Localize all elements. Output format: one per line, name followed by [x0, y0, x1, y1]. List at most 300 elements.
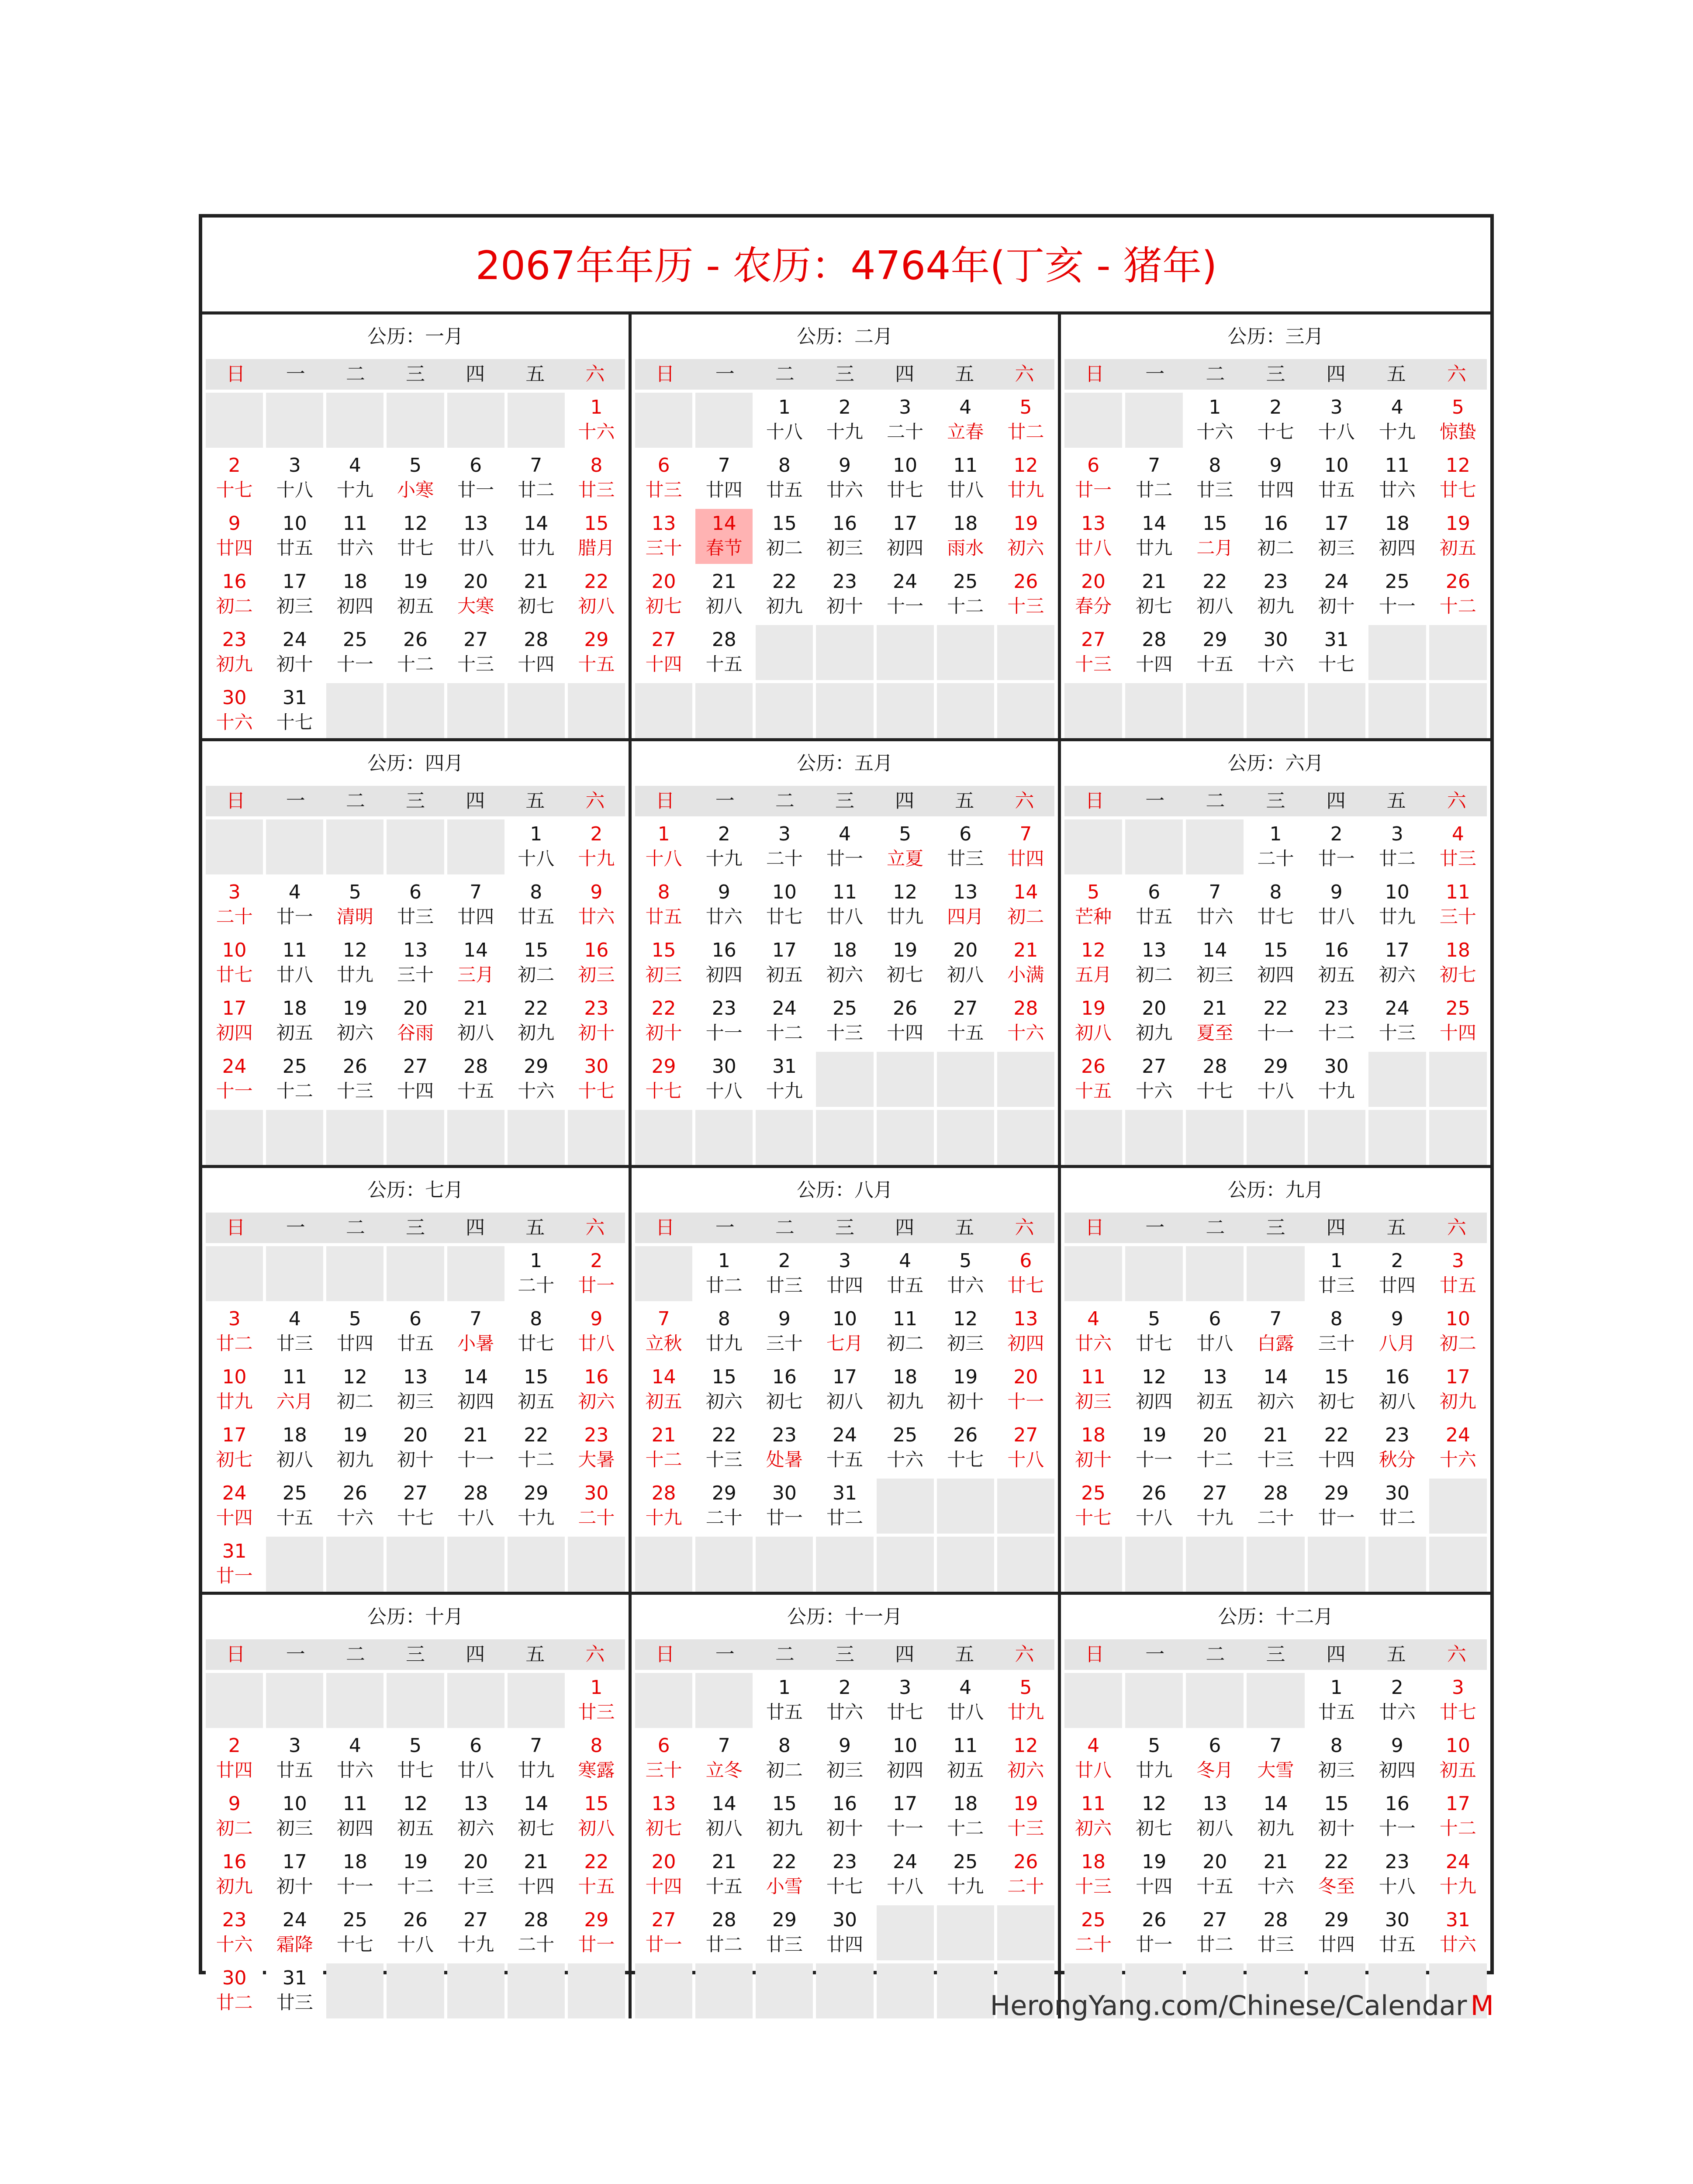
- day-cell[interactable]: [1429, 1420, 1487, 1476]
- day-cell[interactable]: [266, 683, 323, 738]
- day-cell[interactable]: [635, 1304, 692, 1359]
- day-cell[interactable]: [877, 451, 934, 506]
- day-cell[interactable]: [508, 1052, 565, 1107]
- day-cell[interactable]: [756, 1304, 813, 1359]
- day-cell[interactable]: [937, 509, 994, 564]
- day-cell[interactable]: [1064, 994, 1122, 1049]
- day-cell[interactable]: [695, 1420, 753, 1476]
- day-cell[interactable]: [756, 819, 813, 874]
- day-cell[interactable]: [877, 1847, 934, 1902]
- day-cell[interactable]: [1064, 1052, 1122, 1107]
- day-cell[interactable]: [1186, 1304, 1244, 1359]
- day-cell[interactable]: [447, 1905, 504, 1960]
- day-cell[interactable]: [1064, 1731, 1122, 1786]
- day-cell[interactable]: [1429, 1246, 1487, 1301]
- day-cell[interactable]: [635, 1847, 692, 1902]
- day-cell[interactable]: [326, 509, 384, 564]
- day-cell[interactable]: [997, 1847, 1054, 1902]
- day-cell[interactable]: [326, 1479, 384, 1534]
- day-cell[interactable]: [206, 878, 263, 933]
- day-cell[interactable]: [1186, 1052, 1244, 1107]
- day-cell[interactable]: [1368, 451, 1426, 506]
- day-cell[interactable]: [568, 1673, 625, 1728]
- day-cell[interactable]: [695, 936, 753, 991]
- day-cell[interactable]: [1247, 994, 1304, 1049]
- day-cell[interactable]: [206, 994, 263, 1049]
- day-cell[interactable]: [206, 936, 263, 991]
- day-cell[interactable]: [568, 1847, 625, 1902]
- day-cell[interactable]: [997, 994, 1054, 1049]
- day-cell[interactable]: [1308, 1420, 1365, 1476]
- day-cell[interactable]: [1368, 936, 1426, 991]
- day-cell[interactable]: [1186, 567, 1244, 622]
- footer-link[interactable]: HerongYang.com/Chinese/Calendar: [990, 1990, 1467, 2022]
- day-cell[interactable]: [1368, 1789, 1426, 1844]
- day-cell[interactable]: [1247, 509, 1304, 564]
- day-cell[interactable]: [387, 1362, 444, 1417]
- day-cell[interactable]: [508, 1479, 565, 1534]
- day-cell[interactable]: [1247, 819, 1304, 874]
- day-cell[interactable]: [695, 994, 753, 1049]
- day-cell[interactable]: [1064, 1847, 1122, 1902]
- day-cell[interactable]: [877, 819, 934, 874]
- day-cell[interactable]: [756, 509, 813, 564]
- day-cell[interactable]: [206, 1789, 263, 1844]
- day-cell[interactable]: [756, 878, 813, 933]
- day-cell[interactable]: [1186, 1420, 1244, 1476]
- day-cell[interactable]: [1186, 1847, 1244, 1902]
- day-cell[interactable]: [816, 936, 873, 991]
- day-cell[interactable]: [266, 567, 323, 622]
- day-cell[interactable]: [326, 451, 384, 506]
- day-cell[interactable]: [1186, 878, 1244, 933]
- day-cell[interactable]: [997, 878, 1054, 933]
- day-cell[interactable]: [997, 1304, 1054, 1359]
- day-cell[interactable]: [635, 819, 692, 874]
- day-cell[interactable]: [508, 1304, 565, 1359]
- day-cell[interactable]: [1125, 994, 1183, 1049]
- day-cell[interactable]: [695, 1789, 753, 1844]
- day-cell[interactable]: [568, 819, 625, 874]
- day-cell[interactable]: [387, 1789, 444, 1844]
- day-cell[interactable]: [1308, 1362, 1365, 1417]
- day-cell[interactable]: [1429, 567, 1487, 622]
- day-cell[interactable]: [1429, 1731, 1487, 1786]
- day-cell[interactable]: [447, 994, 504, 1049]
- day-cell[interactable]: [1186, 936, 1244, 991]
- day-cell[interactable]: [1308, 567, 1365, 622]
- day-cell[interactable]: [447, 567, 504, 622]
- day-cell[interactable]: [206, 509, 263, 564]
- day-cell[interactable]: [447, 451, 504, 506]
- day-cell[interactable]: [447, 1420, 504, 1476]
- day-cell[interactable]: [997, 451, 1054, 506]
- day-cell[interactable]: [1064, 509, 1122, 564]
- day-cell[interactable]: [1308, 819, 1365, 874]
- day-cell[interactable]: [568, 509, 625, 564]
- day-cell[interactable]: [1125, 1789, 1183, 1844]
- day-cell[interactable]: [508, 451, 565, 506]
- day-cell[interactable]: [1368, 1479, 1426, 1534]
- day-cell[interactable]: [1064, 1479, 1122, 1534]
- day-cell[interactable]: [326, 1420, 384, 1476]
- day-cell[interactable]: [206, 683, 263, 738]
- day-cell[interactable]: [816, 994, 873, 1049]
- day-cell[interactable]: [1247, 1847, 1304, 1902]
- day-cell[interactable]: [695, 1731, 753, 1786]
- day-cell[interactable]: [1186, 1362, 1244, 1417]
- day-cell[interactable]: [1125, 878, 1183, 933]
- day-cell[interactable]: [447, 1052, 504, 1107]
- day-cell[interactable]: [997, 1789, 1054, 1844]
- day-cell[interactable]: [695, 625, 753, 680]
- day-cell[interactable]: [997, 1420, 1054, 1476]
- day-cell[interactable]: [877, 1420, 934, 1476]
- day-cell[interactable]: [756, 1673, 813, 1728]
- day-cell[interactable]: [326, 936, 384, 991]
- day-cell[interactable]: [635, 509, 692, 564]
- day-cell[interactable]: [266, 1304, 323, 1359]
- day-cell[interactable]: [695, 1847, 753, 1902]
- day-cell[interactable]: [877, 1789, 934, 1844]
- day-cell[interactable]: [326, 625, 384, 680]
- day-cell[interactable]: [816, 1905, 873, 1960]
- day-cell[interactable]: [997, 1246, 1054, 1301]
- day-cell[interactable]: [937, 994, 994, 1049]
- day-cell[interactable]: [1064, 1304, 1122, 1359]
- day-cell[interactable]: [206, 1304, 263, 1359]
- day-cell[interactable]: [266, 1905, 323, 1960]
- day-cell[interactable]: [635, 567, 692, 622]
- day-cell[interactable]: [756, 994, 813, 1049]
- day-cell[interactable]: [326, 1052, 384, 1107]
- day-cell[interactable]: [508, 1420, 565, 1476]
- day-cell[interactable]: [997, 567, 1054, 622]
- day-cell[interactable]: [1125, 1304, 1183, 1359]
- day-cell[interactable]: [266, 1847, 323, 1902]
- day-cell[interactable]: [1308, 878, 1365, 933]
- day-cell[interactable]: [756, 1789, 813, 1844]
- day-cell[interactable]: [1308, 1673, 1365, 1728]
- day-cell[interactable]: [1064, 625, 1122, 680]
- day-cell[interactable]: [1368, 1673, 1426, 1728]
- day-cell[interactable]: [756, 1479, 813, 1534]
- day-cell[interactable]: [1308, 1905, 1365, 1960]
- day-cell[interactable]: [508, 509, 565, 564]
- day-cell[interactable]: [1368, 878, 1426, 933]
- day-cell[interactable]: [695, 878, 753, 933]
- day-cell[interactable]: [568, 1246, 625, 1301]
- day-cell[interactable]: [937, 1673, 994, 1728]
- day-cell[interactable]: [1064, 1420, 1122, 1476]
- day-cell[interactable]: [877, 509, 934, 564]
- day-cell[interactable]: [387, 1731, 444, 1786]
- day-cell[interactable]: [326, 567, 384, 622]
- day-cell[interactable]: [568, 451, 625, 506]
- day-cell[interactable]: [1308, 1246, 1365, 1301]
- day-cell[interactable]: [387, 1847, 444, 1902]
- day-cell[interactable]: [206, 567, 263, 622]
- day-cell[interactable]: [877, 994, 934, 1049]
- day-cell[interactable]: [1429, 819, 1487, 874]
- day-cell[interactable]: [447, 625, 504, 680]
- day-cell[interactable]: [816, 1246, 873, 1301]
- day-cell[interactable]: [1064, 1789, 1122, 1844]
- day-cell[interactable]: [266, 878, 323, 933]
- day-cell[interactable]: [816, 1479, 873, 1534]
- day-cell[interactable]: [1186, 1789, 1244, 1844]
- day-cell[interactable]: [756, 393, 813, 448]
- day-cell[interactable]: [937, 1420, 994, 1476]
- day-cell[interactable]: [326, 1731, 384, 1786]
- day-cell[interactable]: [816, 1789, 873, 1844]
- day-cell[interactable]: [1125, 1052, 1183, 1107]
- day-cell[interactable]: [816, 393, 873, 448]
- day-cell[interactable]: [568, 1731, 625, 1786]
- day-cell[interactable]: [568, 936, 625, 991]
- day-cell[interactable]: [206, 1537, 263, 1592]
- day-cell[interactable]: [1247, 1731, 1304, 1786]
- day-cell[interactable]: [1247, 625, 1304, 680]
- day-cell[interactable]: [1429, 1304, 1487, 1359]
- day-cell[interactable]: [447, 509, 504, 564]
- day-cell[interactable]: [937, 1789, 994, 1844]
- day-cell[interactable]: [635, 994, 692, 1049]
- day-cell[interactable]: [508, 994, 565, 1049]
- day-cell[interactable]: [387, 509, 444, 564]
- day-cell[interactable]: [635, 1420, 692, 1476]
- day-cell[interactable]: [1247, 1420, 1304, 1476]
- day-cell[interactable]: [387, 451, 444, 506]
- day-cell[interactable]: [816, 819, 873, 874]
- day-cell[interactable]: [1368, 509, 1426, 564]
- day-cell[interactable]: [1125, 451, 1183, 506]
- day-cell[interactable]: [1368, 1304, 1426, 1359]
- day-cell[interactable]: [1186, 1905, 1244, 1960]
- day-cell[interactable]: [756, 1246, 813, 1301]
- day-cell[interactable]: [1429, 451, 1487, 506]
- day-cell[interactable]: [1368, 1362, 1426, 1417]
- day-cell[interactable]: [568, 994, 625, 1049]
- day-cell[interactable]: [1247, 567, 1304, 622]
- day-cell[interactable]: [1247, 1905, 1304, 1960]
- day-cell[interactable]: [1429, 509, 1487, 564]
- day-cell[interactable]: [1308, 1052, 1365, 1107]
- day-cell[interactable]: [635, 1362, 692, 1417]
- day-cell[interactable]: [937, 819, 994, 874]
- day-cell[interactable]: [756, 936, 813, 991]
- day-cell[interactable]: [266, 625, 323, 680]
- day-cell[interactable]: [326, 1905, 384, 1960]
- day-cell[interactable]: [387, 936, 444, 991]
- day-cell[interactable]: [447, 1847, 504, 1902]
- day-cell[interactable]: [695, 1362, 753, 1417]
- day-cell[interactable]: [635, 878, 692, 933]
- day-cell[interactable]: [1125, 1479, 1183, 1534]
- day-cell[interactable]: [1368, 1731, 1426, 1786]
- day-cell[interactable]: [1368, 567, 1426, 622]
- day-cell[interactable]: [1247, 1789, 1304, 1844]
- day-cell[interactable]: [1247, 451, 1304, 506]
- day-cell[interactable]: [997, 1362, 1054, 1417]
- day-cell[interactable]: [756, 1847, 813, 1902]
- day-cell[interactable]: [1308, 393, 1365, 448]
- day-cell[interactable]: [937, 1362, 994, 1417]
- day-cell[interactable]: [1429, 994, 1487, 1049]
- day-cell[interactable]: [508, 1246, 565, 1301]
- day-cell[interactable]: [568, 625, 625, 680]
- day-cell[interactable]: [1247, 1304, 1304, 1359]
- day-cell[interactable]: [816, 1362, 873, 1417]
- day-cell[interactable]: [816, 1420, 873, 1476]
- day-cell[interactable]: [1125, 1731, 1183, 1786]
- day-cell[interactable]: [997, 1731, 1054, 1786]
- day-cell[interactable]: [326, 1789, 384, 1844]
- day-cell[interactable]: [635, 1731, 692, 1786]
- day-cell[interactable]: [1308, 1304, 1365, 1359]
- day-cell[interactable]: [1308, 994, 1365, 1049]
- day-cell[interactable]: [387, 1905, 444, 1960]
- day-cell[interactable]: [1308, 625, 1365, 680]
- day-cell[interactable]: [508, 878, 565, 933]
- day-cell[interactable]: [635, 1052, 692, 1107]
- day-cell[interactable]: [266, 994, 323, 1049]
- day-cell[interactable]: [1368, 1905, 1426, 1960]
- day-cell[interactable]: [1368, 1847, 1426, 1902]
- day-cell[interactable]: [387, 1052, 444, 1107]
- day-cell[interactable]: [568, 393, 625, 448]
- day-cell[interactable]: [1247, 1362, 1304, 1417]
- day-cell[interactable]: [266, 1963, 323, 2018]
- day-cell[interactable]: [326, 1304, 384, 1359]
- day-cell[interactable]: [997, 1673, 1054, 1728]
- day-cell[interactable]: [1186, 451, 1244, 506]
- day-cell[interactable]: [1064, 936, 1122, 991]
- day-cell[interactable]: [447, 878, 504, 933]
- day-cell[interactable]: [816, 1731, 873, 1786]
- day-cell[interactable]: [1186, 1731, 1244, 1786]
- day-cell[interactable]: [568, 1905, 625, 1960]
- day-cell[interactable]: [1429, 1847, 1487, 1902]
- day-cell[interactable]: [447, 1789, 504, 1844]
- day-cell[interactable]: [508, 1905, 565, 1960]
- day-cell[interactable]: [937, 878, 994, 933]
- day-cell[interactable]: [1308, 509, 1365, 564]
- day-cell[interactable]: [816, 1304, 873, 1359]
- day-cell[interactable]: [635, 1479, 692, 1534]
- day-cell[interactable]: [695, 1304, 753, 1359]
- day-cell[interactable]: [635, 936, 692, 991]
- day-cell[interactable]: [635, 625, 692, 680]
- day-cell[interactable]: [326, 1362, 384, 1417]
- day-cell[interactable]: [877, 567, 934, 622]
- day-cell[interactable]: [1125, 1420, 1183, 1476]
- day-cell[interactable]: [266, 1362, 323, 1417]
- day-cell[interactable]: [266, 1420, 323, 1476]
- day-cell[interactable]: [387, 878, 444, 933]
- day-cell[interactable]: [756, 451, 813, 506]
- day-cell[interactable]: [877, 1731, 934, 1786]
- day-cell[interactable]: [877, 393, 934, 448]
- day-cell[interactable]: [1308, 1847, 1365, 1902]
- day-cell[interactable]: [266, 1731, 323, 1786]
- day-cell[interactable]: [1186, 509, 1244, 564]
- day-cell[interactable]: [568, 1362, 625, 1417]
- day-cell[interactable]: [1429, 878, 1487, 933]
- day-cell[interactable]: [568, 1304, 625, 1359]
- day-cell[interactable]: [568, 1789, 625, 1844]
- day-cell[interactable]: [635, 1789, 692, 1844]
- day-cell[interactable]: [1429, 393, 1487, 448]
- day-cell[interactable]: [997, 936, 1054, 991]
- day-cell[interactable]: [937, 1731, 994, 1786]
- day-cell[interactable]: [387, 1479, 444, 1534]
- day-cell[interactable]: [387, 1304, 444, 1359]
- day-cell[interactable]: [756, 1731, 813, 1786]
- day-cell[interactable]: [206, 1479, 263, 1534]
- day-cell[interactable]: [937, 1246, 994, 1301]
- day-cell[interactable]: [997, 509, 1054, 564]
- day-cell[interactable]: [568, 567, 625, 622]
- day-cell[interactable]: [1125, 509, 1183, 564]
- day-cell[interactable]: [206, 1362, 263, 1417]
- day-cell[interactable]: [508, 1847, 565, 1902]
- day-cell[interactable]: [937, 393, 994, 448]
- day-cell[interactable]: [326, 1847, 384, 1902]
- day-cell[interactable]: [206, 1420, 263, 1476]
- day-cell[interactable]: [695, 1479, 753, 1534]
- day-cell[interactable]: [756, 567, 813, 622]
- day-cell[interactable]: [635, 451, 692, 506]
- day-cell[interactable]: [877, 1362, 934, 1417]
- day-cell[interactable]: [1247, 393, 1304, 448]
- day-cell[interactable]: [1125, 936, 1183, 991]
- day-cell[interactable]: [266, 936, 323, 991]
- day-cell[interactable]: [756, 1420, 813, 1476]
- day-cell[interactable]: [1368, 1246, 1426, 1301]
- day-cell[interactable]: [1247, 1479, 1304, 1534]
- day-cell[interactable]: [508, 625, 565, 680]
- day-cell[interactable]: [447, 936, 504, 991]
- day-cell[interactable]: [816, 1673, 873, 1728]
- day-cell[interactable]: [1429, 1905, 1487, 1960]
- day-cell[interactable]: [568, 1052, 625, 1107]
- day-cell[interactable]: [997, 393, 1054, 448]
- day-cell[interactable]: [1429, 1362, 1487, 1417]
- day-cell[interactable]: [568, 1420, 625, 1476]
- day-cell[interactable]: [447, 1731, 504, 1786]
- day-cell[interactable]: [1186, 625, 1244, 680]
- day-cell[interactable]: [816, 567, 873, 622]
- day-cell[interactable]: [266, 1052, 323, 1107]
- day-cell[interactable]: [877, 878, 934, 933]
- day-cell[interactable]: [508, 1362, 565, 1417]
- day-cell[interactable]: [266, 1789, 323, 1844]
- day-cell[interactable]: [508, 567, 565, 622]
- day-cell[interactable]: [206, 451, 263, 506]
- day-cell[interactable]: [816, 1847, 873, 1902]
- day-cell[interactable]: [1125, 1362, 1183, 1417]
- day-cell[interactable]: [387, 625, 444, 680]
- day-cell[interactable]: [1125, 567, 1183, 622]
- day-cell[interactable]: [1247, 878, 1304, 933]
- day-cell[interactable]: [756, 1362, 813, 1417]
- day-cell[interactable]: [387, 994, 444, 1049]
- day-cell[interactable]: [568, 1479, 625, 1534]
- day-cell[interactable]: [326, 994, 384, 1049]
- day-cell[interactable]: [695, 1905, 753, 1960]
- day-cell[interactable]: [206, 1847, 263, 1902]
